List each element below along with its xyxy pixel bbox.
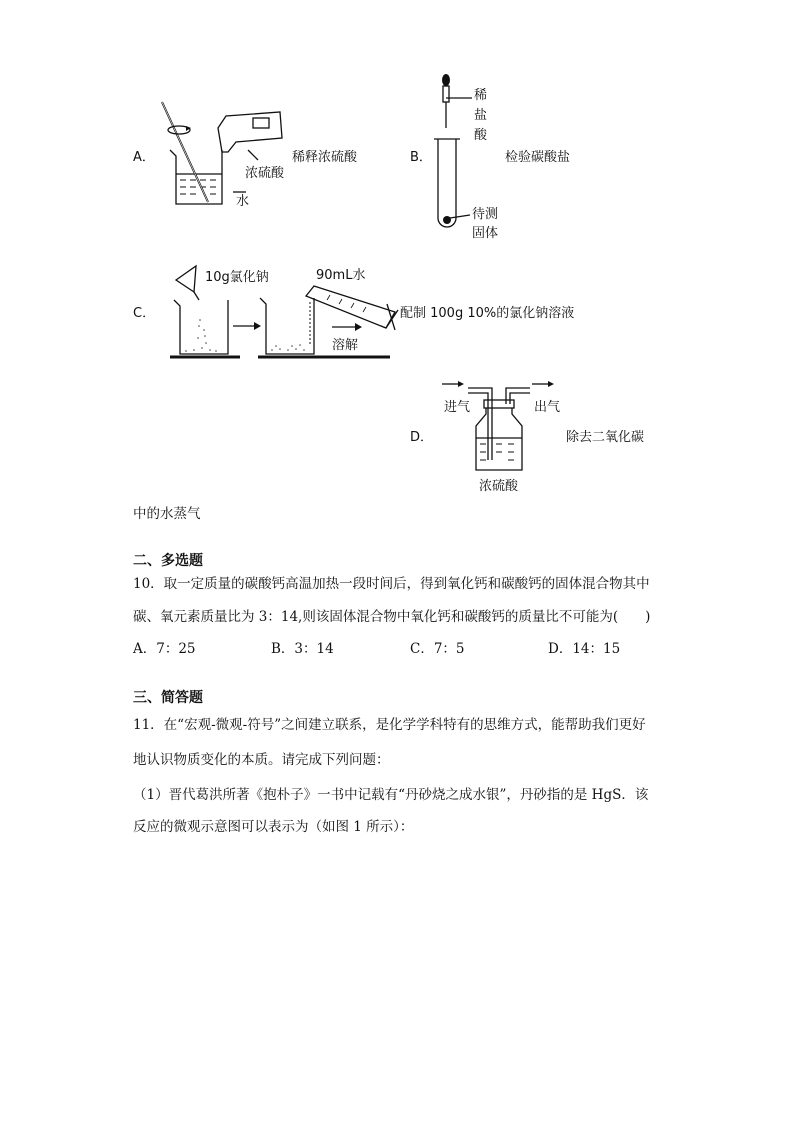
option-c-salt-label: 10g氯化钠 [205,270,269,285]
q11-line-4: 反应的微观示意图可以表示为（如图 1 所示）： [133,819,414,835]
option-b-solid-1: 待测 [472,207,499,222]
q10-option-d[interactable]: D．14：15 [548,641,621,657]
q10-line-1: 10．取一定质量的碳酸钙高温加热一段时间后，得到氧化钙和碳酸钙的固体混合物其中 [133,576,650,592]
option-c-dissolve-label: 溶解 [332,338,359,353]
q11-line-1: 11．在“宏观-微观-符号”之间建立联系，是化学学科特有的思维方式，能帮助我们更好 [133,717,646,733]
option-a-reagent-label: 浓硫酸 [245,166,285,181]
option-d-caption-1: 除去二氧化碳 [566,430,645,445]
option-d-gas-out: 出气 [534,400,561,415]
section-heading-short-answer: 三、简答题 [133,690,203,706]
q10-option-b[interactable]: B．3：14 [271,641,334,657]
q10-option-a[interactable]: A．7：25 [133,641,196,657]
option-c-letter: C． [133,306,156,321]
option-b-reagent-2: 盐 [474,108,488,123]
option-b-caption: 检验碳酸盐 [505,150,571,165]
option-c-water-label: 90mL水 [316,268,366,283]
option-d-letter: D． [410,430,434,445]
option-d-reagent-label: 浓硫酸 [479,479,519,494]
option-b-letter: B． [410,150,432,165]
option-d-gas-in: 进气 [444,400,471,415]
option-a-letter: A． [133,150,155,165]
option-b-reagent-3: 酸 [474,128,488,143]
option-a-caption: 稀释浓硫酸 [292,150,358,165]
option-c-caption: 配制 100g 10%的氯化钠溶液 [400,306,575,321]
section-heading-multiple-choice: 二、多选题 [133,553,203,569]
option-d-caption-2: 中的水蒸气 [133,506,201,522]
option-b-solid-2: 固体 [472,226,499,241]
option-a-water-label: 水 [236,194,250,209]
option-b-reagent-1: 稀 [474,88,488,103]
q10-option-c[interactable]: C．7：5 [410,641,465,657]
q10-line-2: 碳、氧元素质量比为 3：14,则该固体混合物中氧化钙和碳酸钙的质量比不可能为( ) [133,609,651,625]
q11-line-2: 地认识物质变化的本质。请完成下列问题： [133,752,390,768]
q11-line-3: （1）晋代葛洪所著《抱朴子》一书中记载有“丹砂烧之成水银”，丹砂指的是 HgS．该 [133,787,649,803]
